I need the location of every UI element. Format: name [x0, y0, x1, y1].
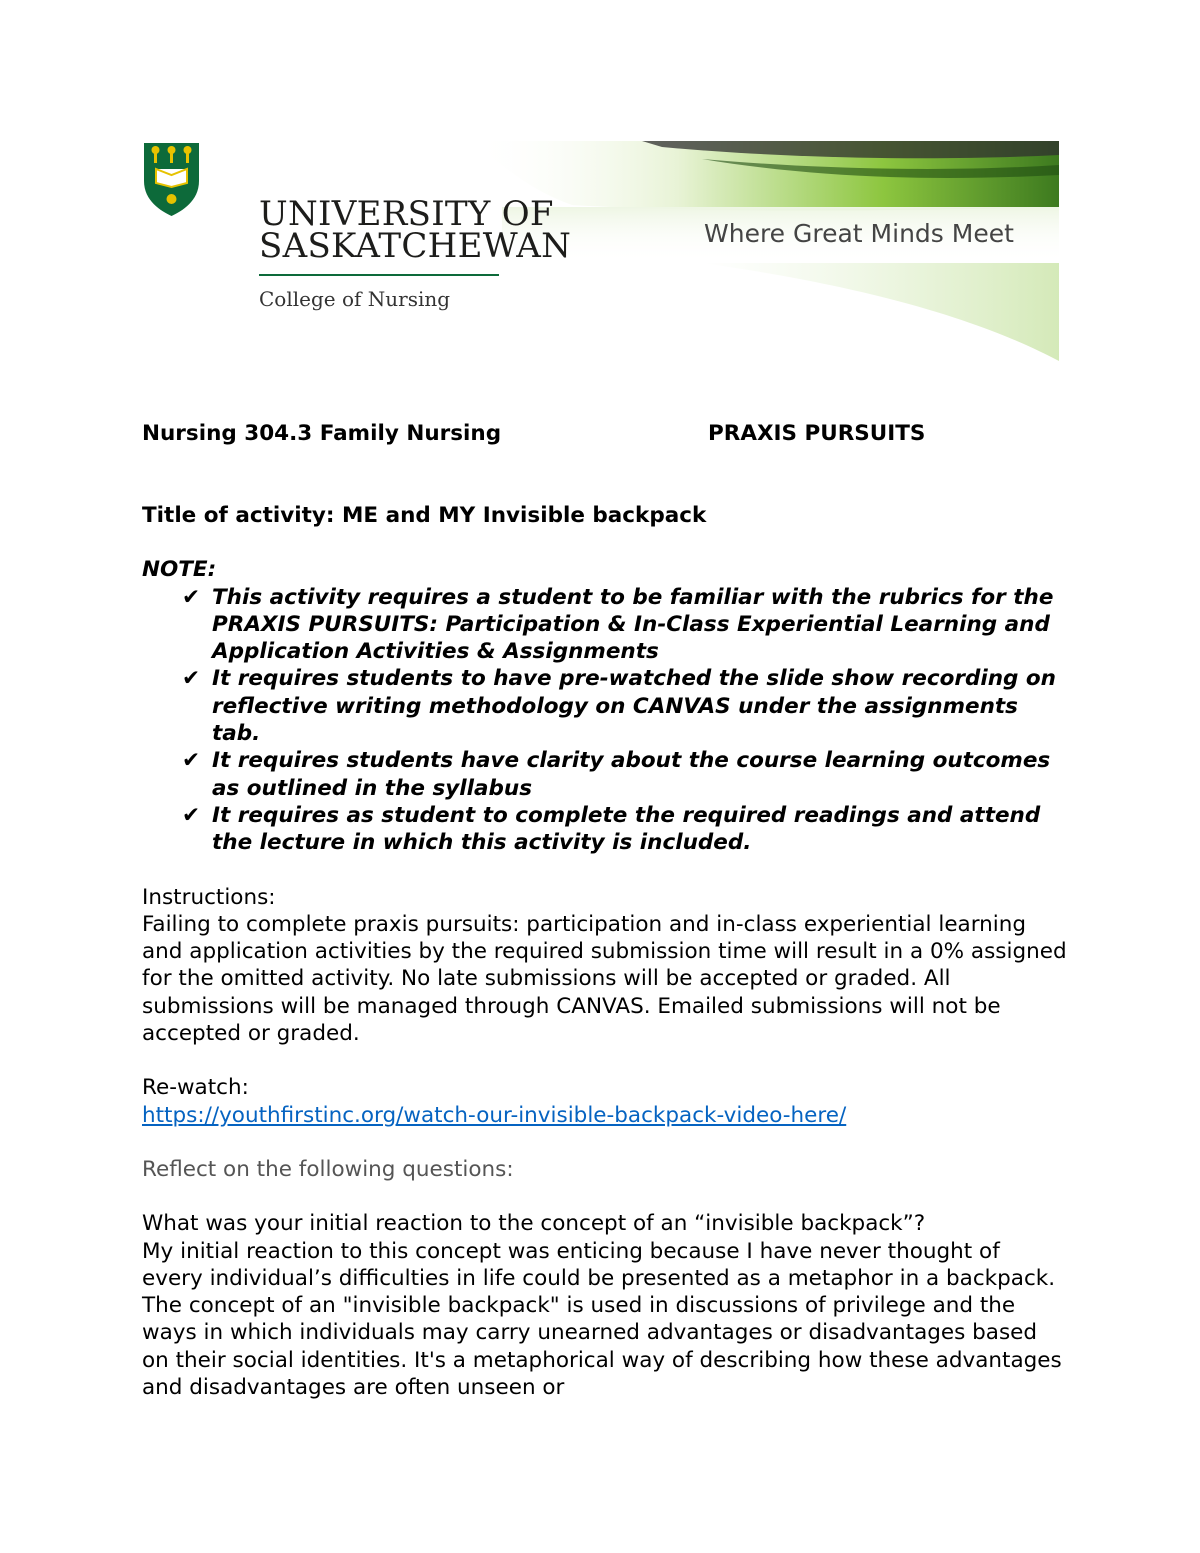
rewatch-section — [142, 1074, 1067, 1129]
answer-text: My initial reaction to this concept was enticing because I have never thought of every individual’s difficulties in life could be presented as a metaphor in a backpack. The concept of an "invisible backpack" is used in discussions of privilege and the ways in which individuals may carry unearned advantages or disadvantages based on their social identities. It's a metaphorical way of describing how these advantages and disadvantages are often unseen or — [142, 1238, 1062, 1401]
course-header — [142, 420, 1067, 447]
instructions-label: Instructions: — [142, 884, 276, 910]
usask-crest-icon — [142, 141, 201, 217]
note-text: It requires students to have pre-watched the slide show recording on reflective writing methodology on CANVAS under the assignments tab. — [212, 666, 1056, 747]
note-text: It requires students have clarity about the course learning outcomes as outlined in the syllabus — [212, 748, 1051, 801]
checkmark-icon: ✔ — [182, 748, 201, 774]
document-body — [142, 420, 1067, 1401]
logo-divider — [259, 274, 499, 276]
list-item — [142, 802, 1067, 857]
video-link[interactable]: https://youthfirstinc.org/watch-our-invisible-backpack-video-here/ — [142, 1102, 847, 1128]
question-section — [142, 1210, 1067, 1401]
instructions-section — [142, 884, 1067, 1048]
university-line-1: UNIVERSITY OF — [259, 194, 554, 234]
note-text: It requires as student to complete the required readings and attend the lecture in which this activity is included. — [212, 802, 1041, 856]
question-text: What was your initial reaction to the concept of an “invisible backpack”? — [142, 1211, 926, 1237]
checkmark-icon: ✔ — [182, 666, 201, 692]
list-item — [142, 665, 1067, 747]
list-item — [142, 584, 1067, 666]
university-name — [259, 194, 572, 266]
checkmark-icon: ✔ — [182, 584, 201, 610]
rewatch-label: Re-watch: — [142, 1075, 249, 1101]
course-name: Nursing 304.3 Family Nursing — [142, 421, 502, 446]
note-text: This activity requires a student to be familiar with the rubrics for the PRAXIS PURSUITS: Participation & In-Class Experiential Learning and Application Activities & Assignments — [212, 584, 1054, 665]
activity-title: Title of activity: ME and MY Invisible backpack — [142, 503, 707, 528]
list-item — [142, 747, 1067, 802]
reflect-label: Reflect on the following questions: — [142, 1156, 514, 1182]
tagline: Where Great Minds Meet — [704, 219, 1014, 248]
note-label: NOTE: — [142, 557, 217, 583]
note-list — [142, 584, 1067, 857]
college-name: College of Nursing — [259, 287, 451, 311]
instructions-text: Failing to complete praxis pursuits: participation and in-class experiential learning and application activities by the required submission time will result in a 0% assigned for the omitted activity. No late submissions will be accepted or graded. All submissions will be managed through CANVAS. Emailed submissions will not be accepted or graded. — [142, 911, 1067, 1047]
checkmark-icon: ✔ — [182, 802, 201, 828]
program-name: PRAXIS PURSUITS — [708, 421, 926, 446]
university-line-2: SASKATCHEWAN — [259, 226, 572, 266]
header-banner — [142, 141, 1059, 361]
